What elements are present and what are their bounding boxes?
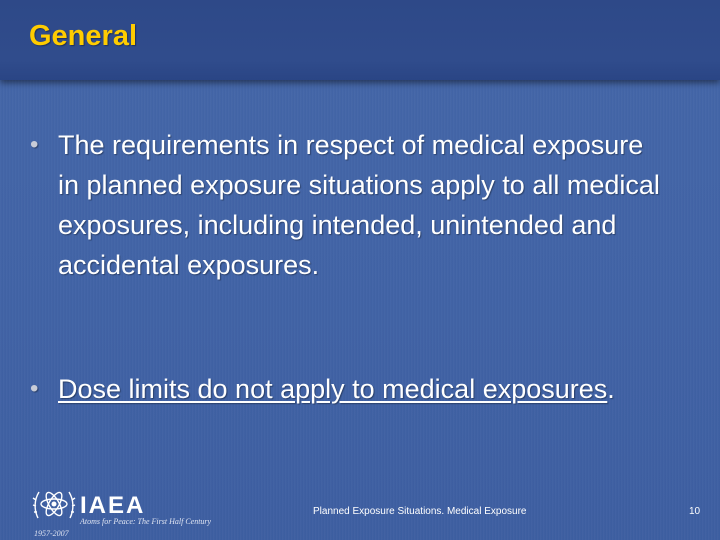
bullet-text-1: The requirements in respect of medical exposure in planned exposure situations apply to all medical exposures, including intended, unintended and accidental exposures. (58, 130, 660, 280)
logo-years: 1957-2007 (34, 529, 69, 538)
bullet-item-1 (30, 125, 670, 285)
iaea-logo (30, 484, 220, 540)
bullet-dot-icon: • (30, 131, 39, 158)
footer-text: Planned Exposure Situations. Medical Exposure (313, 506, 527, 517)
title-bar (0, 0, 720, 80)
bullet-text-2 (30, 369, 670, 409)
slide-title: General (29, 20, 137, 52)
bullet-item-2 (30, 369, 670, 409)
logo-acronym: IAEA (80, 492, 146, 519)
bullet-dot-icon: • (30, 375, 39, 402)
page-number: 10 (689, 506, 701, 517)
bullet-text-2-underlined: Dose limits do not apply to medical exposures (58, 374, 608, 404)
iaea-atom-emblem-icon (30, 484, 78, 532)
logo-tagline: Atoms for Peace: The First Half Century (80, 517, 212, 526)
bullet-text-2-trailing: . (607, 374, 615, 404)
